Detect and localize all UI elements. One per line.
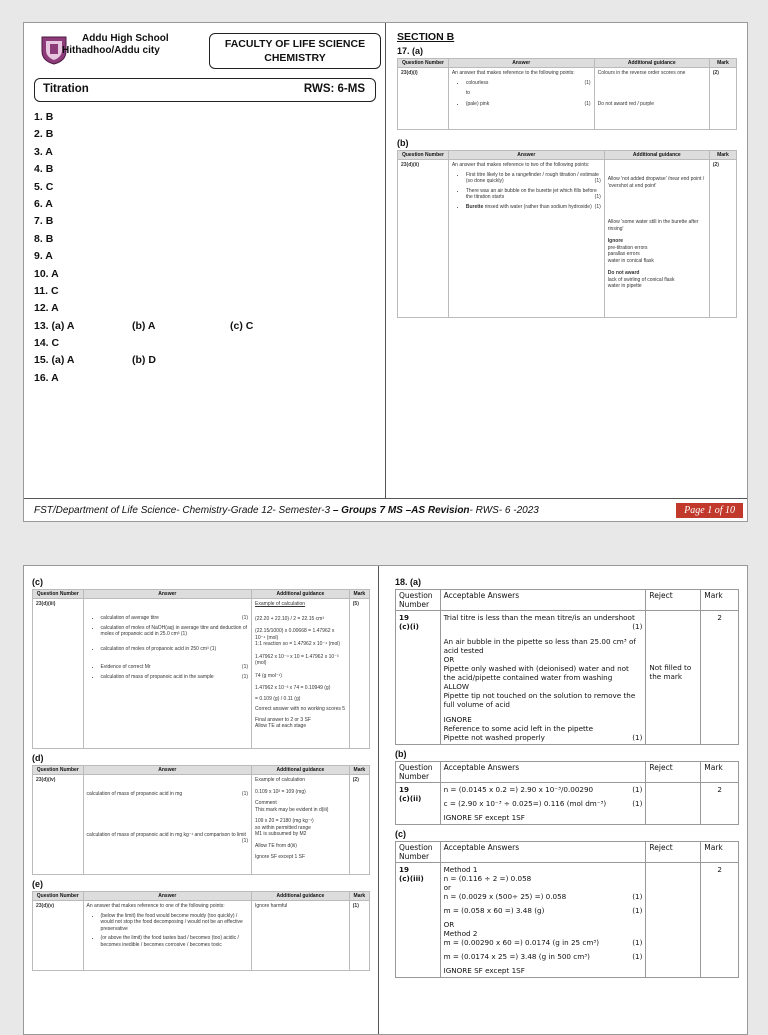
answer-letter: B: [45, 128, 54, 141]
header-reject: Reject: [646, 590, 701, 611]
mark-scheme-right: [387, 566, 739, 978]
header-question-number: Question Number: [33, 590, 84, 599]
reject-cell: Not filled to the mark: [646, 611, 701, 745]
answer-letter: (a) A: [51, 354, 75, 367]
question-number: 5.: [34, 180, 43, 193]
answer-row: [34, 179, 74, 196]
answer-point: • (pale) pink (1): [466, 101, 591, 108]
footer-rws: - RWS- 6 -2023: [469, 505, 539, 516]
question-number: 19 (c)(i): [396, 611, 441, 745]
answer-row: [34, 335, 74, 352]
answer-row: [34, 109, 74, 126]
question-17a-label: 17. (a): [397, 46, 424, 56]
header-acceptable-answers: Acceptable Answers: [440, 762, 646, 783]
header-question-number: Question Number: [33, 892, 84, 901]
school-name: [62, 33, 169, 57]
answer-point: • calculation of moles of propanoic acid in 250 cm³ (1): [101, 646, 249, 653]
guidance-cell: Colours in the reverse order scores one Do not award red / purple: [594, 68, 709, 130]
header-acceptable-answers: Acceptable Answers: [440, 842, 646, 863]
school-line-2: Hithadhoo/Addu city: [62, 45, 160, 56]
header-question-number: Question Number: [396, 762, 441, 783]
answer-letter: B: [45, 215, 54, 228]
answer-letter: C: [45, 180, 54, 193]
header-mark: Mark: [349, 590, 369, 599]
answer-point: • Burette rinsed with water (rather than sodium hydroxide) (1): [466, 204, 601, 211]
answer-row: [34, 126, 74, 143]
question-number: 3.: [34, 145, 43, 158]
question-number: 15.: [34, 354, 49, 367]
answer-part-b: (b) A: [132, 319, 156, 332]
answer-key-panel: [24, 23, 386, 498]
school-line-1: Addu High School: [82, 33, 169, 44]
answer-point: • Evidence of correct Mr (1): [101, 664, 249, 671]
page-footer: [24, 498, 747, 522]
answer-row: [34, 300, 74, 317]
answer-cell: Trial titre is less than the mean titre/is an undershoot (1) An air bubble in the pipette so less than 25.00 cm³ of acid tested OR Pipette only washed with (deionised) water and not the acid/pipette contained water from washing ALLOW Pipette tip not touched on the solution to remove the full volume of acid IGNORE Reference to some acid left in the pipette Pipette not washed properly (1): [440, 611, 646, 745]
question-18a-label: 18. (a): [395, 577, 422, 587]
question-number: 23(d)(iii): [33, 599, 84, 749]
header-mark: Mark: [349, 766, 369, 775]
answer-cell: n = (0.0145 x 0.2 =) 2.90 x 10⁻³/0.00290 (1) c = (2.90 x 10⁻³ ÷ 0.025=) 0.116 (mol dm⁻³) (1) IGNORE SF except 1SF: [440, 783, 646, 825]
table-17b: [397, 150, 737, 318]
answer-row: [34, 266, 74, 283]
header-reject: Reject: [646, 842, 701, 863]
answer-row: [34, 161, 74, 178]
answer-row: [34, 144, 74, 161]
guidance-cell: Example of calculation (22.20 + 22.10) / 2 = 22.15 cm³ (22.15/1000) x 0.00668 = 1.47962 x 10⁻⁴ (mol) 1:1 reaction so = 1.47962 x 10⁻⁴ (mol) 1.47962 x 10⁻⁴ x 10 = 1.47962 x 10⁻³ (mol) 74 (g mol⁻¹) 1.47962 x 10⁻³ x 74 = 0.10949 (g) = 0.109 (g) / 0.11 (g) Correct answer with no working scores 5 Final answer to 2 or 3 SF Allow TE at each stage: [252, 599, 350, 749]
answer-cell: [448, 68, 594, 130]
answer-letter: B: [45, 232, 54, 245]
answer-letter: B: [45, 111, 54, 123]
guidance-cell: Ignore harmful: [252, 901, 350, 971]
header-answer: Answer: [83, 892, 252, 901]
question-number: 10.: [34, 267, 49, 280]
topic-box: [34, 78, 376, 102]
question-number: 9.: [34, 250, 43, 263]
table-d: [32, 765, 370, 875]
reject-cell: [646, 783, 701, 825]
mark-cell: 2: [701, 783, 739, 825]
question-c-label: (c): [32, 577, 43, 587]
answer-point: • calculation of average titre (1): [101, 615, 249, 622]
answer-letter: A: [45, 250, 53, 263]
page-2: [23, 565, 748, 1035]
answer-point: • First titre likely to be a rangefinder / rough titration / estimate (so done quickly) (1): [466, 172, 601, 185]
mark-cell: (1): [349, 901, 369, 971]
answer-letter: A: [51, 371, 59, 384]
question-number: 19 (c)(iii): [396, 863, 441, 978]
answer-lead: An answer that makes reference to the following points:: [451, 70, 575, 76]
question-number: 14.: [34, 337, 49, 350]
topic-title: Titration: [43, 83, 89, 95]
table-18a: [395, 589, 739, 745]
header-question-number: Question Number: [396, 842, 441, 863]
header-question-number: Question Number: [398, 59, 449, 68]
question-number: 8.: [34, 232, 43, 245]
answer-row: [34, 196, 74, 213]
question-number: 23(d)(i): [398, 68, 449, 130]
question-17b-label: (b): [397, 138, 409, 148]
faculty-box: [209, 33, 381, 69]
answer-point: • There was an air bubble on the burette jet which fills before the titration starts (1): [466, 188, 601, 201]
answer-letter: A: [51, 302, 59, 315]
answer-letter: A: [45, 197, 53, 210]
header-acceptable-answers: Acceptable Answers: [440, 590, 646, 611]
mark-cell: (5): [349, 599, 369, 749]
answer-letter: C: [51, 337, 60, 350]
answer-cell: [83, 599, 252, 749]
mark-cell: (2): [349, 775, 369, 875]
answer-point: • calculation of mass of propanoic acid in the sample (1): [101, 674, 249, 681]
question-number: 11.: [34, 284, 49, 297]
header-mark: Mark: [701, 842, 739, 863]
answer-cell: Method 1 n = (0.116 ÷ 2 =) 0.058 or n = (0.0029 x (500÷ 25) =) 0.058 (1) m = (0.058 x 60 =) 3.48 (g) (1) OR Method 2 m = (0.00290 x 60 =) 0.0174 (g in 25 cm³) (1) m = (0.0174 x 25 =) 3.48 (g in 500 cm³) (1) IGNORE SF except 1SF: [440, 863, 646, 978]
answer-letter: A: [45, 145, 53, 158]
question-number: 7.: [34, 215, 43, 228]
answer-letter: B: [45, 163, 54, 176]
page-number-tag: Page 1 of 10: [676, 503, 743, 518]
guidance-cell: Allow 'not added dropwise' /near end point / 'overshot at end point' Allow 'some water still in the burette after rinsing' Ignore pre-titration errors parallax errors water in conical flask Do not award lack of swirling of conical flask water in pipette: [604, 160, 709, 318]
mark-cell: (2): [709, 68, 736, 130]
question-number: 13.: [34, 319, 49, 332]
header-answer: Answer: [83, 766, 252, 775]
page-1: [23, 22, 748, 522]
answer-point: • calculation of moles of NaOH(aq) in average titre and deduction of moles of propanoic acid in 25.0 cm³ (1): [101, 625, 249, 638]
question-18c-label: (c): [395, 829, 406, 839]
header-question-number: Question Number: [33, 766, 84, 775]
answer-row: [34, 318, 254, 335]
header-answer: Answer: [448, 151, 604, 160]
answer-letter: A: [51, 267, 59, 280]
question-number: 16.: [34, 371, 49, 384]
question-number: 4.: [34, 163, 43, 176]
header-answer: Answer: [83, 590, 252, 599]
mark-scheme-left: [24, 566, 378, 971]
answer-row: [34, 352, 156, 369]
answer-letter: (a) A: [51, 319, 75, 332]
table-c: [32, 589, 370, 749]
header-reject: Reject: [646, 762, 701, 783]
question-d-label: (d): [32, 753, 44, 763]
question-number: 23(d)(iv): [33, 775, 84, 875]
footer-group: – Groups 7 MS –AS Revision: [332, 505, 470, 516]
answer-to: to: [465, 90, 471, 96]
rws-label: RWS: 6-MS: [303, 83, 365, 95]
table-e: [32, 891, 370, 971]
reject-cell: [646, 863, 701, 978]
question-number: 23(d)(v): [33, 901, 84, 971]
header-question-number: Question Number: [398, 151, 449, 160]
mark-cell: 2: [701, 611, 739, 745]
answer-part-b: (b) D: [132, 354, 156, 367]
answer-row: [34, 213, 74, 230]
answer-row: [34, 231, 74, 248]
section-b-panel: [387, 23, 747, 498]
answer-point: • (below the limit) the food would become mouldy (too quickly) / would not stop the food decomposing / would not be an effective preservative: [101, 913, 249, 933]
answer-row: [34, 248, 74, 265]
header-mark: Mark: [349, 892, 369, 901]
faculty-line-1: FACULTY OF LIFE SCIENCE: [224, 38, 366, 50]
footer-dept: FST/Department of Life Science- Chemistry-Grade 12- Semester-3: [34, 505, 333, 516]
header-mark: Mark: [701, 590, 739, 611]
answer-row: [34, 370, 74, 387]
question-number: 19 (c)(ii): [396, 783, 441, 825]
answer-point: • colourless (1): [466, 80, 591, 87]
header-guidance: Additional guidance: [604, 151, 709, 160]
mark-cell: (2): [709, 160, 736, 318]
answer-row: [34, 283, 74, 300]
header-mark: Mark: [709, 151, 736, 160]
answer-cell: An answer that makes reference to two of the following points: • First titre likely to be a rangefinder / rough titration / estimate (so done quickly) (1) • There was an air bubble on the burette jet which fills before the titration starts (1) • Burette rinsed with water (rather than sodium hydroxide) (1): [448, 160, 604, 318]
answer-cell: An answer that makes reference to one of the following points: • (below the limit) the food would become mouldy (too quickly) / would not stop the food decomposing / would not be an effective preservative • (or above the limit) the food tastes bad / becomes (too) acidic / becomes inedible / becomes corrosive / becomes toxic: [83, 901, 252, 971]
table-17a: [397, 58, 737, 130]
question-18b-label: (b): [395, 749, 407, 759]
header-answer: Answer: [448, 59, 594, 68]
header-guidance: Additional guidance: [252, 766, 350, 775]
header-question-number: Question Number: [396, 590, 441, 611]
question-number: 23(d)(ii): [398, 160, 449, 318]
header-guidance: Additional guidance: [594, 59, 709, 68]
section-heading: SECTION B: [397, 31, 455, 43]
question-number: 12.: [34, 302, 49, 315]
answer-part-c: (c) C: [230, 319, 254, 332]
header-mark: Mark: [701, 762, 739, 783]
answer-letter: C: [50, 284, 59, 297]
guidance-cell: Example of calculation 0.109 x 10³ = 109 (mg) Comment This mark may be evident in d(iii) 109 x 20 = 2180 (mg kg⁻¹) so within permitted range M1 is subsumed by M2 Allow TE from d(iii) Ignore SF except 1 SF: [252, 775, 350, 875]
question-number: 1.: [34, 111, 43, 123]
question-e-label: (e): [32, 879, 43, 889]
mcq-answer-list: [34, 109, 254, 387]
question-number: 2.: [34, 128, 43, 141]
mark-cell: 2: [701, 863, 739, 978]
answer-cell: calculation of mass of propanoic acid in mg (1) calculation of mass of propanoic acid in mg kg⁻¹ and comparison to limit (1): [83, 775, 252, 875]
header-guidance: Additional guidance: [252, 892, 350, 901]
faculty-line-2: CHEMISTRY: [264, 52, 326, 64]
answer-point: • (or above the limit) the food tastes bad / becomes (too) acidic / becomes inedible / becomes corrosive / becomes toxic: [101, 935, 249, 948]
table-18c: [395, 841, 739, 978]
question-number: 6.: [34, 197, 43, 210]
table-18b: [395, 761, 739, 825]
header-mark: Mark: [709, 59, 736, 68]
header-guidance: Additional guidance: [252, 590, 350, 599]
